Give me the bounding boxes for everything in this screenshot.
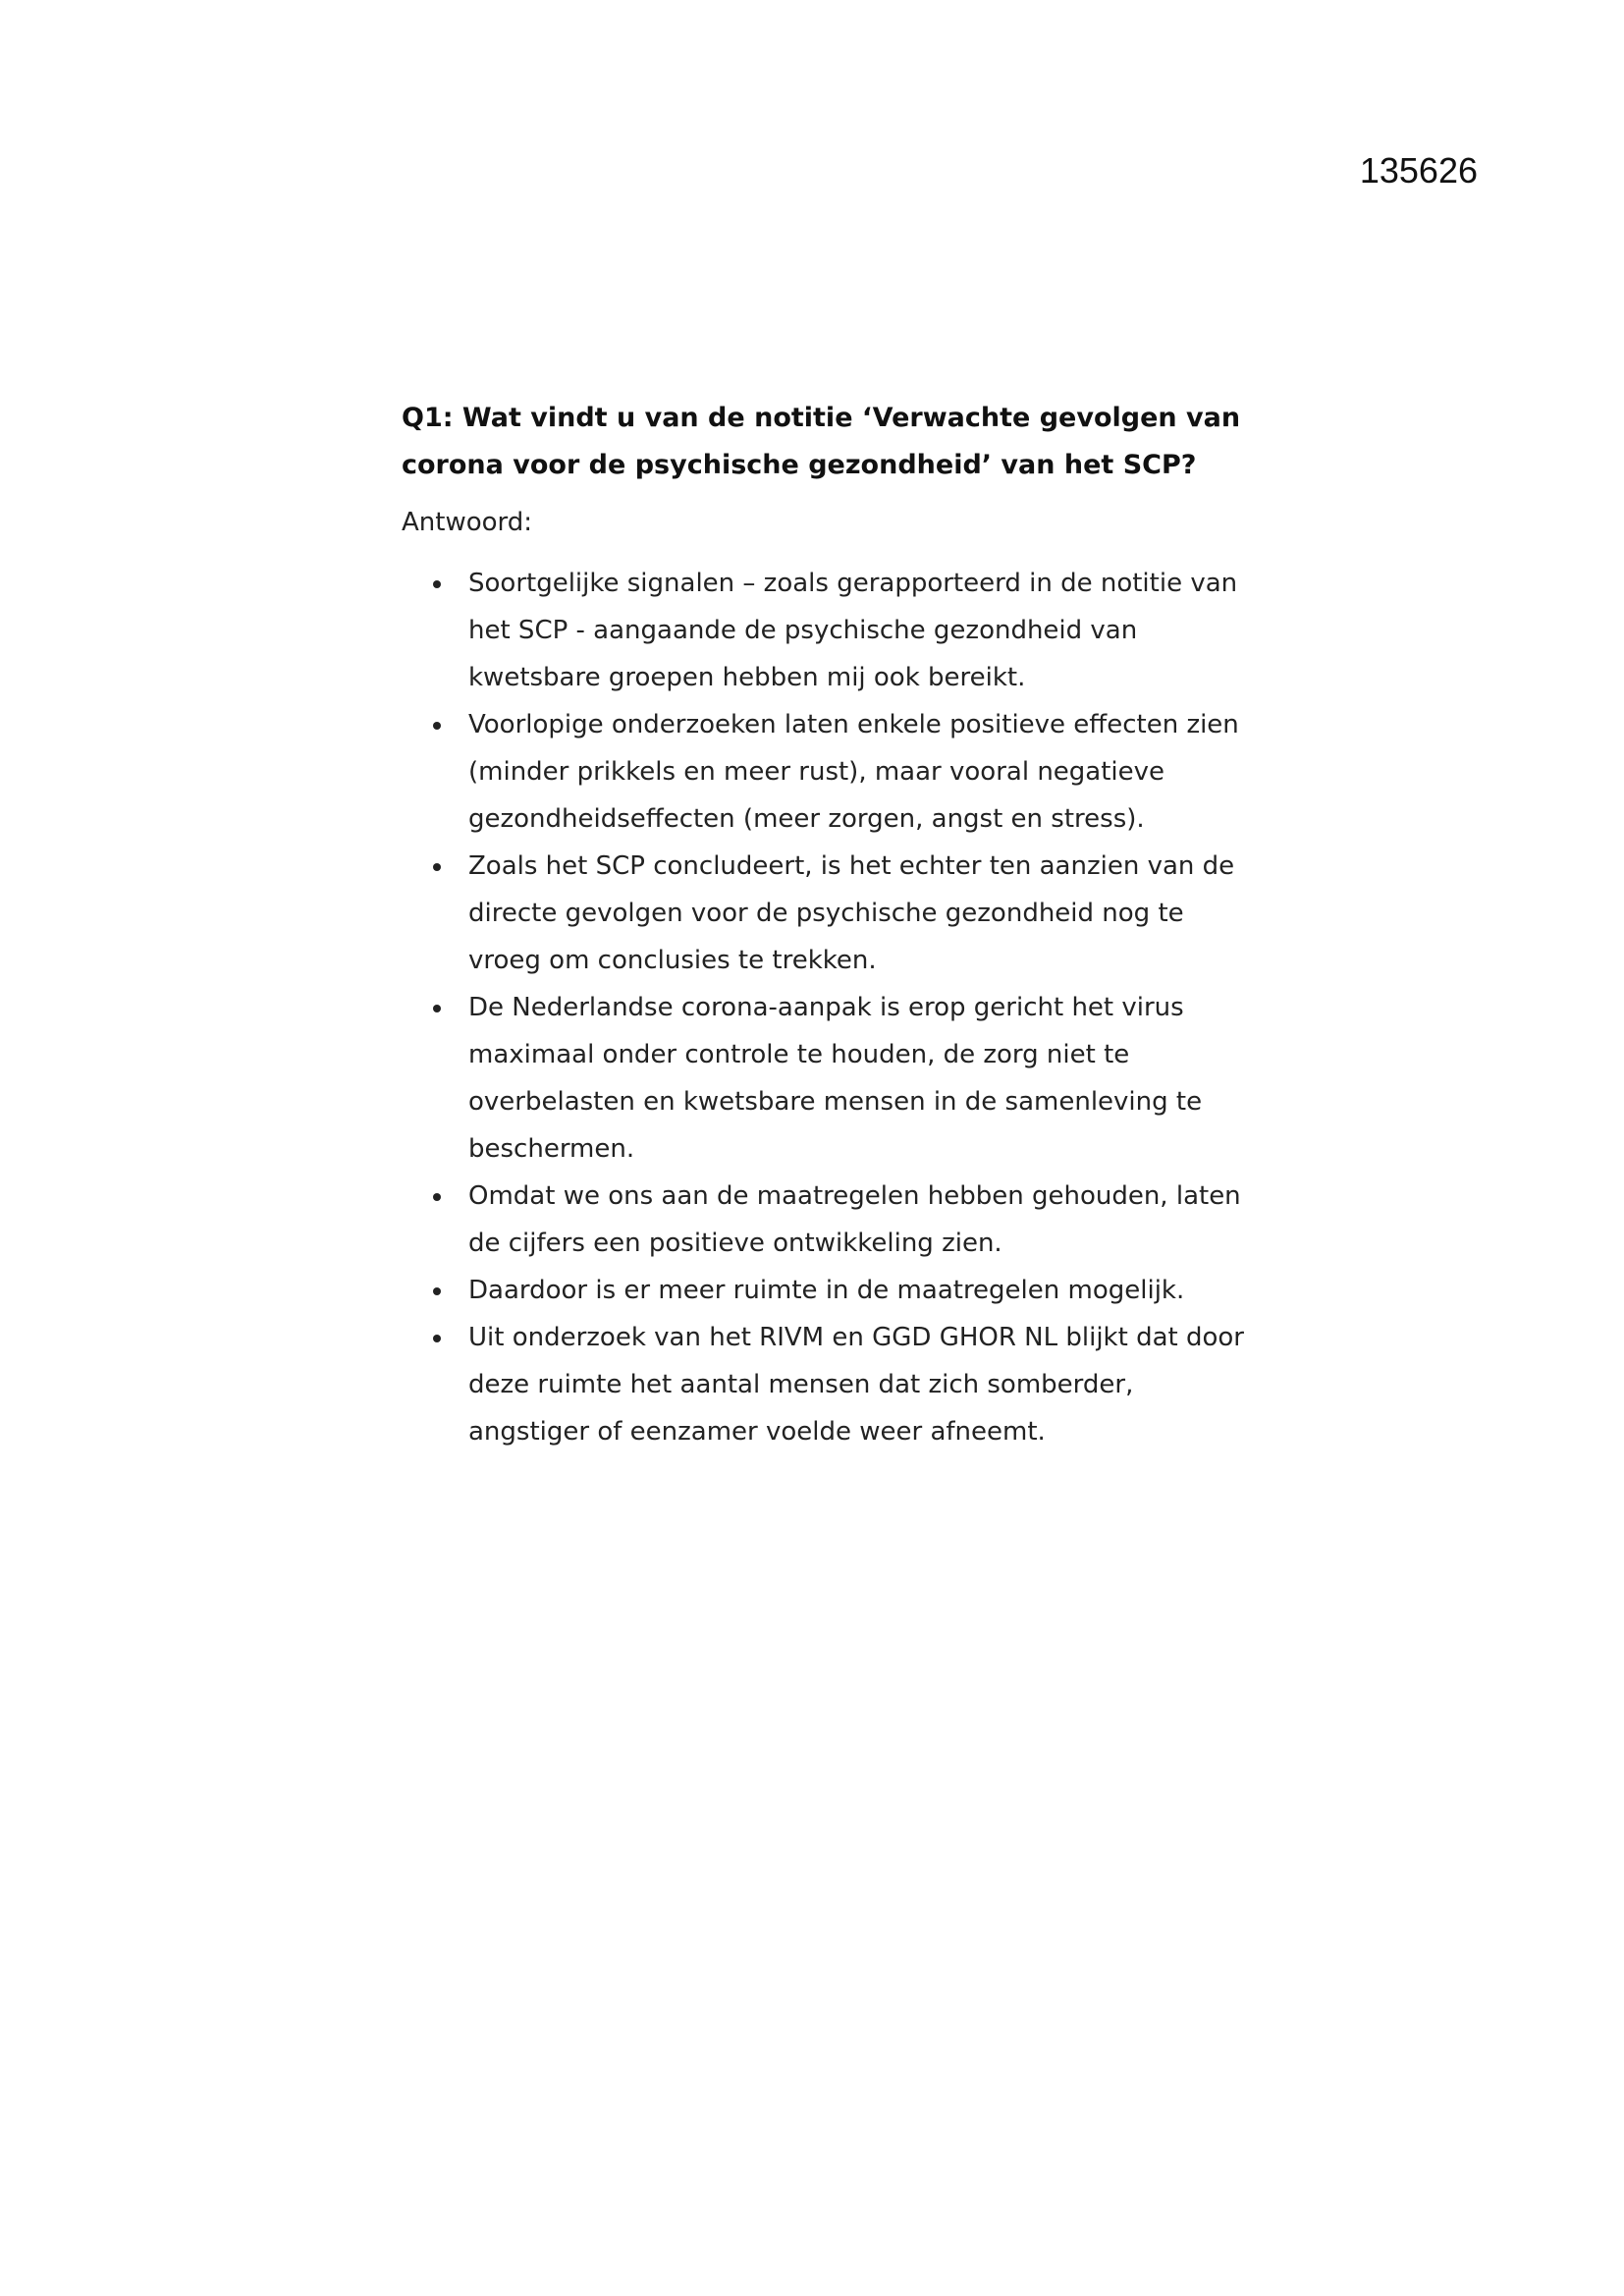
- bullet-text: De Nederlandse corona-aanpak is erop gericht het virus maximaal onder controle te houden, de zorg niet te overbelasten en kwetsbare mensen in de samenleving te beschermen.: [468, 993, 1203, 1164]
- bullet-text: Omdat we ons aan de maatregelen hebben gehouden, laten de cijfers een positieve ontwikkeling zien.: [468, 1181, 1241, 1258]
- bullet-text: Daardoor is er meer ruimte in de maatregelen mogelijk.: [468, 1276, 1185, 1305]
- document-number: 135626: [1359, 150, 1478, 191]
- document-body: [402, 395, 1246, 1455]
- bullet-text: Uit onderzoek van het RIVM en GGD GHOR NL blijkt dat door deze ruimte het aantal mensen dat zich somberder, angstiger of eenzamer voelde weer afneemt.: [468, 1323, 1244, 1447]
- bullet-item: [402, 984, 1246, 1173]
- bullet-dot-icon: [433, 722, 441, 730]
- bullet-dot-icon: [433, 1287, 441, 1295]
- answer-label: Antwoord:: [402, 508, 533, 537]
- bullet-item: [402, 701, 1246, 843]
- bullet-dot-icon: [433, 1193, 441, 1201]
- bullet-dot-icon: [433, 1005, 441, 1012]
- bullet-dot-icon: [433, 863, 441, 871]
- bullet-text: Voorlopige onderzoeken laten enkele positieve effecten zien (minder prikkels en meer rust), maar vooral negatieve gezondheidseffecten (meer zorgen, angst en stress).: [468, 710, 1239, 834]
- bullet-item: [402, 560, 1246, 701]
- bullet-item: [402, 1314, 1246, 1455]
- bullet-text: Soortgelijke signalen – zoals gerapporteerd in de notitie van het SCP - aangaande de psychische gezondheid van kwetsbare groepen hebben mij ook bereikt.: [468, 569, 1238, 692]
- question-heading: Q1: Wat vindt u van de notitie ‘Verwachte gevolgen van corona voor de psychische gezondheid’ van het SCP?: [402, 403, 1241, 480]
- bullet-item: [402, 1267, 1246, 1314]
- answer-bullet-list: [402, 560, 1246, 1455]
- bullet-item: [402, 1173, 1246, 1267]
- bullet-dot-icon: [433, 1335, 441, 1342]
- bullet-item: [402, 843, 1246, 984]
- bullet-text: Zoals het SCP concludeert, is het echter ten aanzien van de directe gevolgen voor de psychische gezondheid nog te vroeg om conclusies te trekken.: [468, 851, 1235, 975]
- bullet-dot-icon: [433, 580, 441, 588]
